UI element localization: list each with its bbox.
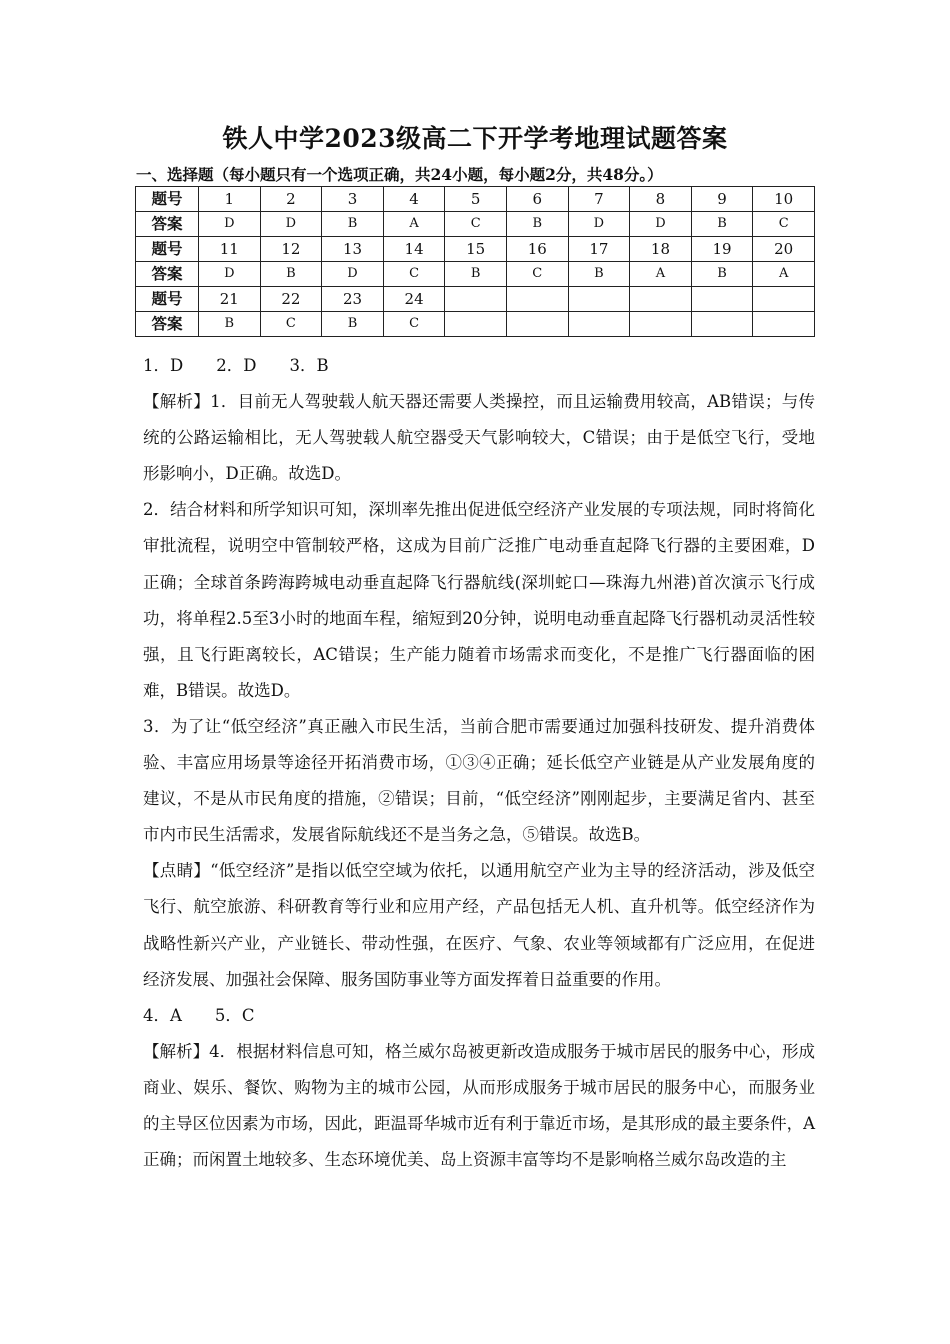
table-row-numbers	[136, 187, 815, 212]
question-number: 9	[691, 187, 753, 212]
question-number: 3	[322, 187, 384, 212]
question-number: 16	[506, 237, 568, 262]
question-number	[691, 287, 753, 312]
question-number: 21	[199, 287, 261, 312]
question-number	[506, 287, 568, 312]
question-number: 15	[445, 237, 507, 262]
question-number: 11	[199, 237, 261, 262]
row-label-answer: 答案	[136, 312, 199, 337]
question-number: 8	[630, 187, 692, 212]
answer-cell	[630, 312, 692, 337]
question-number	[568, 287, 630, 312]
answer-cell: D	[322, 262, 384, 287]
answer-cell: D	[199, 212, 261, 237]
question-number: 20	[753, 237, 815, 262]
q2-analysis: 2．结合材料和所学知识可知，深圳率先推出促进低空经济产业发展的专项法规，同时将简化审批流程，说明空中管制较严格，这成为目前广泛推广电动垂直起降飞行器的主要困难，D正确；全球首条跨海跨城电动垂直起降飞行器航线(深圳蛇口—珠海九州港)首次演示飞行成功，将单程2.5至3小时的地面车程，缩短到20分钟，说明电动垂直起降飞行器机动灵活性较强，且飞行距离较长，AC错误；生产能力随着市场需求而变化，不是推广飞行器面临的困难，B错误。故选D。	[143, 500, 815, 700]
answer-cell: B	[691, 212, 753, 237]
group1-tip: 【点睛】“低空经济”是指以低空空域为依托，以通用航空产业为主导的经济活动，涉及低空飞行、航空旅游、科研教育等行业和应用产经，产品包括无人机、直升机等。低空经济作为战略性新兴产业，产业链长、带动性强，在医疗、气象、农业等领域都有广泛应用，在促进经济发展、加强社会保障、服务国防事业等方面发挥着日益重要的作用。	[143, 861, 815, 989]
question-number: 10	[753, 187, 815, 212]
question-number: 4	[383, 187, 445, 212]
question-number: 6	[506, 187, 568, 212]
answer-cell: B	[322, 312, 384, 337]
answer-cell: C	[445, 212, 507, 237]
group1-answer-line: 1．D 2．D 3．B	[143, 356, 329, 375]
question-number: 18	[630, 237, 692, 262]
answer-cell	[691, 312, 753, 337]
question-number: 12	[260, 237, 322, 262]
answer-cell: C	[383, 262, 445, 287]
group2-answer-line: 4．A 5．C	[143, 1005, 255, 1025]
answer-cell: B	[506, 212, 568, 237]
answer-cell: D	[630, 212, 692, 237]
question-number: 2	[260, 187, 322, 212]
answer-cell: B	[691, 262, 753, 287]
question-number: 22	[260, 287, 322, 312]
q3-analysis: 3．为了让“低空经济”真正融入市民生活，当前合肥市需要通过加强科技研发、提升消费体验、丰富应用场景等途径开拓消费市场，①③④正确；延长低空产业链是从产业发展角度的建议，不是从市民角度的措施，②错误；目前，“低空经济”刚刚起步，主要满足省内、甚至市内市民生活需求，发展省际航线还不是当务之急，⑤错误。故选B。	[143, 716, 815, 845]
answer-cell: A	[630, 262, 692, 287]
table-row-numbers	[136, 287, 815, 312]
group2-analysis: 【解析】4．根据材料信息可知，格兰威尔岛被更新改造成服务于城市居民的服务中心，形成商业、娱乐、餐饮、购物为主的城市公园，从而形成服务于城市居民的服务中心，而服务业的主导区位因素为市场，因此，距温哥华城市近有利于靠近市场，是其形成的最主要条件，A正确；而闲置土地较多、生态环境优美、岛上资源丰富等均不是影响格兰威尔岛改造的主	[143, 1041, 815, 1170]
answer-cell: B	[322, 212, 384, 237]
question-number	[630, 287, 692, 312]
answer-cell: C	[753, 212, 815, 237]
question-number: 14	[383, 237, 445, 262]
answer-cell: D	[260, 212, 322, 237]
answer-cell: A	[753, 262, 815, 287]
answer-cell: B	[260, 262, 322, 287]
table-row-answers	[136, 312, 815, 337]
answer-cell: B	[445, 262, 507, 287]
answer-cell	[445, 312, 507, 337]
answer-cell	[753, 312, 815, 337]
question-number	[753, 287, 815, 312]
row-label-answer: 答案	[136, 212, 199, 237]
question-number: 23	[322, 287, 384, 312]
question-number: 5	[445, 187, 507, 212]
row-label-number: 题号	[136, 287, 199, 312]
answer-cell: D	[568, 212, 630, 237]
question-number: 17	[568, 237, 630, 262]
group1-analysis: 【解析】1．目前无人驾驶载人航天器还需要人类操控，而且运输费用较高，AB错误；与传统的公路运输相比，无人驾驶载人航空器受天气影响较大，C错误；由于是低空飞行，受地形影响小，D正确。故选D。	[143, 392, 815, 484]
table-row-answers	[136, 262, 815, 287]
table-row-numbers	[136, 237, 815, 262]
answer-table	[135, 186, 815, 337]
answer-cell: B	[568, 262, 630, 287]
answer-cell: C	[506, 262, 568, 287]
answer-cell	[506, 312, 568, 337]
document-title: 铁人中学2023级高二下开学考地理试题答案	[222, 124, 728, 153]
row-label-answer: 答案	[136, 262, 199, 287]
question-number: 19	[691, 237, 753, 262]
section-heading: 一、选择题（每小题只有一个选项正确，共24小题，每小题2分，共48分。）	[136, 165, 663, 184]
answer-cell: A	[383, 212, 445, 237]
row-label-number: 题号	[136, 237, 199, 262]
answer-cell: C	[260, 312, 322, 337]
question-number: 13	[322, 237, 384, 262]
answer-cell: C	[383, 312, 445, 337]
question-number	[445, 287, 507, 312]
row-label-number: 题号	[136, 187, 199, 212]
answer-explanations	[143, 348, 815, 1178]
table-row-answers	[136, 212, 815, 237]
question-number: 1	[199, 187, 261, 212]
answer-cell: D	[199, 262, 261, 287]
answer-cell: B	[199, 312, 261, 337]
question-number: 7	[568, 187, 630, 212]
answer-cell	[568, 312, 630, 337]
question-number: 24	[383, 287, 445, 312]
